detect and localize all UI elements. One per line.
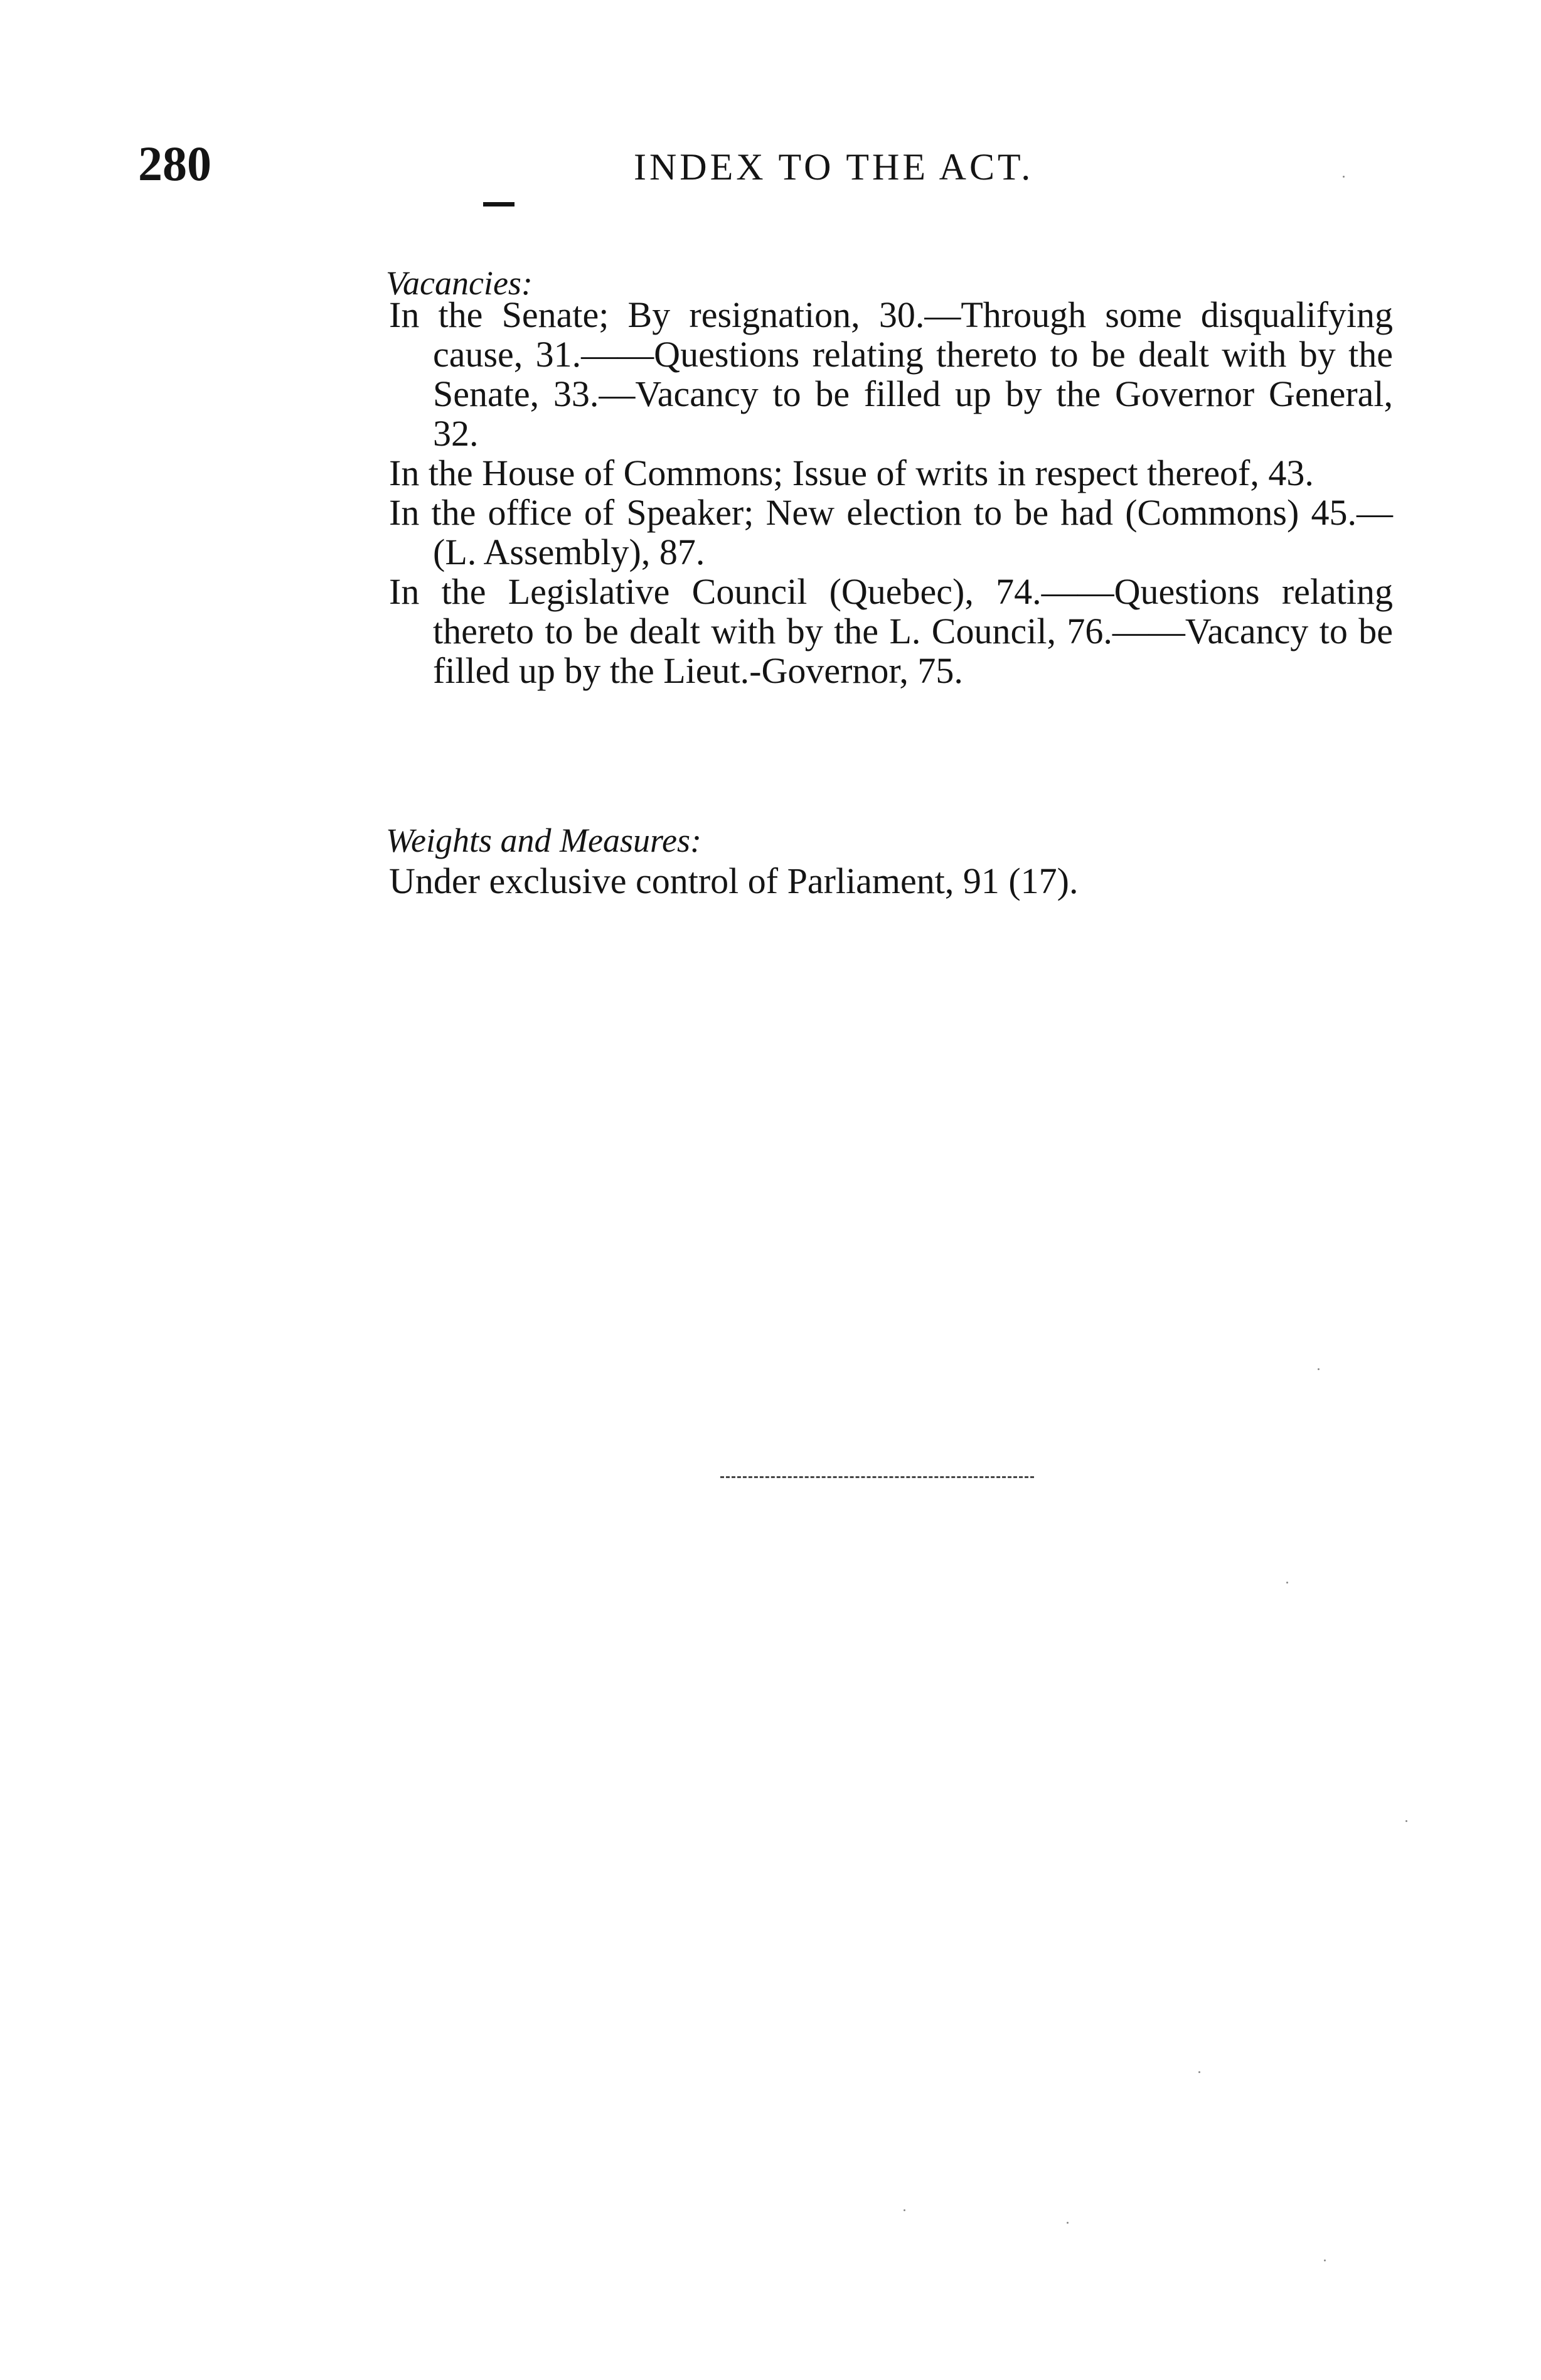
paper-speck <box>1343 176 1345 178</box>
paper-speck <box>1318 1368 1320 1370</box>
entry-parliament-control: Under exclusive control of Parliament, 91 (17). <box>389 860 1079 901</box>
page-number: 280 <box>138 136 211 191</box>
header-dash <box>483 202 515 206</box>
paper-speck <box>1324 2259 1326 2261</box>
paper-speck <box>1405 1820 1407 1822</box>
entry-group-vacancies <box>389 295 1393 690</box>
section-heading-weights-and-measures: Weights and Measures: <box>386 822 701 859</box>
entry-house-of-commons: In the House of Commons; Issue of writs in respect thereof, 43. <box>389 453 1314 493</box>
entry-group-weights-and-measures <box>389 861 1393 901</box>
paper-speck <box>1067 2222 1069 2224</box>
paper-speck <box>1286 1582 1288 1584</box>
entry-office-of-speaker: In the office of Speaker; New election to be had (Commons) 45.—(L. Assembly), 87. <box>389 492 1393 572</box>
end-rule <box>720 1476 1034 1478</box>
entry-legislative-council: In the Legislative Council (Quebec), 74.——Questions relating thereto to be dealt with by the L. Council, 76.——Vacancy to be filled up by the Lieut.-Governor, 75. <box>389 571 1393 691</box>
paper-speck <box>1198 2071 1200 2073</box>
running-head: INDEX TO THE ACT. <box>634 146 1034 188</box>
section-heading-vacancies: Vacancies: <box>386 264 533 302</box>
paper-speck <box>904 2209 905 2211</box>
entry-senate: In the Senate; By resignation, 30.—Through some disqualifying cause, 31.——Questions relating thereto to be dealt with by the Senate, 33.—Vacancy to be filled up by the Governor General, 32. <box>389 294 1393 454</box>
